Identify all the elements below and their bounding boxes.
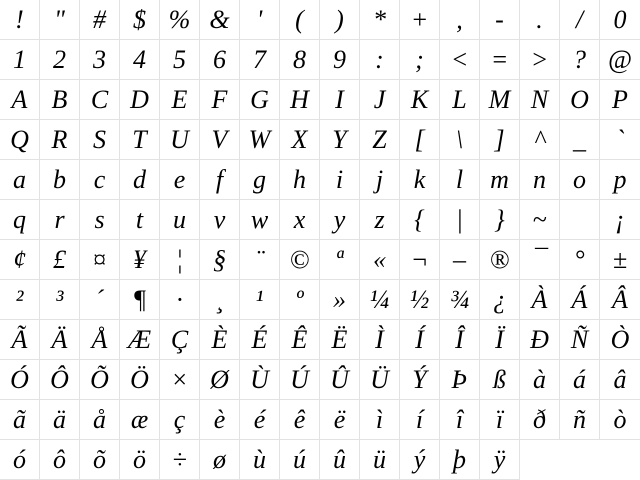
glyph-cell: ' xyxy=(240,0,280,40)
glyph-cell: î xyxy=(440,400,480,440)
glyph-cell: ´ xyxy=(80,280,120,320)
glyph-cell: ñ xyxy=(560,400,600,440)
glyph-cell: ô xyxy=(40,440,80,480)
glyph-cell: _ xyxy=(560,120,600,160)
glyph-cell: $ xyxy=(120,0,160,40)
glyph-cell: « xyxy=(360,240,400,280)
glyph-cell: É xyxy=(240,320,280,360)
glyph-cell: é xyxy=(240,400,280,440)
glyph-cell: è xyxy=(200,400,240,440)
glyph-cell: Ø xyxy=(200,360,240,400)
glyph-cell: ê xyxy=(280,400,320,440)
glyph-cell: ½ xyxy=(400,280,440,320)
glyph-cell: à xyxy=(520,360,560,400)
glyph-cell: L xyxy=(440,80,480,120)
glyph-row xyxy=(0,320,640,360)
glyph-cell: ü xyxy=(360,440,400,480)
glyph-cell: - xyxy=(480,0,520,40)
glyph-cell: h xyxy=(280,160,320,200)
glyph-cell: Ã xyxy=(0,320,40,360)
glyph-cell: ¿ xyxy=(480,280,520,320)
glyph-cell: » xyxy=(320,280,360,320)
glyph-cell: ¨ xyxy=(240,240,280,280)
glyph-cell: Â xyxy=(600,280,640,320)
glyph-cell: ò xyxy=(600,400,640,440)
glyph-cell: ± xyxy=(600,240,640,280)
glyph-row xyxy=(0,240,640,280)
glyph-cell: ä xyxy=(40,400,80,440)
glyph-cell: | xyxy=(440,200,480,240)
glyph-cell: H xyxy=(280,80,320,120)
glyph-cell: ³ xyxy=(40,280,80,320)
glyph-row xyxy=(0,440,640,480)
glyph-cell: Ð xyxy=(520,320,560,360)
glyph-cell: o xyxy=(560,160,600,200)
glyph-cell: Ï xyxy=(480,320,520,360)
glyph-cell: × xyxy=(160,360,200,400)
glyph-cell: ø xyxy=(200,440,240,480)
glyph-cell: ¶ xyxy=(120,280,160,320)
glyph-cell: Ù xyxy=(240,360,280,400)
glyph-cell: ( xyxy=(280,0,320,40)
glyph-cell: v xyxy=(200,200,240,240)
glyph-cell: 5 xyxy=(160,40,200,80)
glyph-cell: À xyxy=(520,280,560,320)
glyph-cell: ² xyxy=(0,280,40,320)
glyph-cell: N xyxy=(520,80,560,120)
glyph-cell: 1 xyxy=(0,40,40,80)
glyph-cell: Æ xyxy=(120,320,160,360)
glyph-cell: þ xyxy=(440,440,480,480)
glyph-cell: k xyxy=(400,160,440,200)
glyph-cell: ó xyxy=(0,440,40,480)
glyph-cell: ý xyxy=(400,440,440,480)
glyph-cell: 8 xyxy=(280,40,320,80)
glyph-cell: f xyxy=(200,160,240,200)
glyph-cell: I xyxy=(320,80,360,120)
glyph-cell: ì xyxy=(360,400,400,440)
glyph-cell: 7 xyxy=(240,40,280,80)
glyph-cell: Ç xyxy=(160,320,200,360)
glyph-cell: [ xyxy=(400,120,440,160)
glyph-cell: ¸ xyxy=(200,280,240,320)
glyph-cell: Ì xyxy=(360,320,400,360)
glyph-cell: § xyxy=(200,240,240,280)
glyph-cell: K xyxy=(400,80,440,120)
glyph-row xyxy=(0,200,640,240)
glyph-cell: " xyxy=(40,0,80,40)
glyph-cell: : xyxy=(360,40,400,80)
glyph-cell: < xyxy=(440,40,480,80)
glyph-cell: ! xyxy=(0,0,40,40)
glyph-cell: ç xyxy=(160,400,200,440)
glyph-cell: ÿ xyxy=(480,440,520,480)
glyph-row xyxy=(0,400,640,440)
glyph-cell: – xyxy=(440,240,480,280)
glyph-cell: ) xyxy=(320,0,360,40)
glyph-cell: l xyxy=(440,160,480,200)
glyph-row xyxy=(0,160,640,200)
glyph-cell: e xyxy=(160,160,200,200)
glyph-cell: ÷ xyxy=(160,440,200,480)
glyph-cell: í xyxy=(400,400,440,440)
glyph-cell: J xyxy=(360,80,400,120)
glyph-cell: g xyxy=(240,160,280,200)
glyph-cell: È xyxy=(200,320,240,360)
glyph-cell: m xyxy=(480,160,520,200)
glyph-cell: Ê xyxy=(280,320,320,360)
glyph-row xyxy=(0,40,640,80)
glyph-cell: n xyxy=(520,160,560,200)
glyph-cell: A xyxy=(0,80,40,120)
glyph-cell: b xyxy=(40,160,80,200)
glyph-cell: Ó xyxy=(0,360,40,400)
glyph-cell: C xyxy=(80,80,120,120)
glyph-cell: Î xyxy=(440,320,480,360)
glyph-cell: © xyxy=(280,240,320,280)
glyph-cell: T xyxy=(120,120,160,160)
glyph-cell: ° xyxy=(560,240,600,280)
glyph-row xyxy=(0,80,640,120)
glyph-cell: ¹ xyxy=(240,280,280,320)
glyph-cell: B xyxy=(40,80,80,120)
glyph-cell: + xyxy=(400,0,440,40)
glyph-cell: Ë xyxy=(320,320,360,360)
glyph-cell: ¦ xyxy=(160,240,200,280)
glyph-cell: ¬ xyxy=(400,240,440,280)
glyph-cell: ; xyxy=(400,40,440,80)
glyph-row xyxy=(0,0,640,40)
glyph-cell: £ xyxy=(40,240,80,280)
glyph-cell: u xyxy=(160,200,200,240)
glyph-cell: Õ xyxy=(80,360,120,400)
glyph-cell: # xyxy=(80,0,120,40)
glyph-row xyxy=(0,120,640,160)
glyph-cell: j xyxy=(360,160,400,200)
glyph-cell: Û xyxy=(320,360,360,400)
glyph-cell: ù xyxy=(240,440,280,480)
glyph-cell: y xyxy=(320,200,360,240)
glyph-cell: / xyxy=(560,0,600,40)
glyph-cell: ß xyxy=(480,360,520,400)
glyph-cell: Ñ xyxy=(560,320,600,360)
glyph-row xyxy=(0,360,640,400)
glyph-cell: â xyxy=(600,360,640,400)
glyph-cell: Ý xyxy=(400,360,440,400)
glyph-cell: ë xyxy=(320,400,360,440)
glyph-cell: Y xyxy=(320,120,360,160)
glyph-cell: w xyxy=(240,200,280,240)
glyph-cell: · xyxy=(160,280,200,320)
glyph-cell: F xyxy=(200,80,240,120)
glyph-cell: æ xyxy=(120,400,160,440)
glyph-cell: Z xyxy=(360,120,400,160)
glyph-cell: ú xyxy=(280,440,320,480)
glyph-cell: d xyxy=(120,160,160,200)
glyph-cell: c xyxy=(80,160,120,200)
glyph-cell: 9 xyxy=(320,40,360,80)
glyph-cell: ^ xyxy=(520,120,560,160)
glyph-cell: 3 xyxy=(80,40,120,80)
glyph-cell: \ xyxy=(440,120,480,160)
glyph-cell: } xyxy=(480,200,520,240)
glyph-cell: 0 xyxy=(600,0,640,40)
glyph-cell: { xyxy=(400,200,440,240)
glyph-cell: 4 xyxy=(120,40,160,80)
glyph-cell: å xyxy=(80,400,120,440)
glyph-cell: Q xyxy=(0,120,40,160)
glyph-cell: Ä xyxy=(40,320,80,360)
glyph-cell: t xyxy=(120,200,160,240)
glyph-cell: ö xyxy=(120,440,160,480)
glyph-cell: G xyxy=(240,80,280,120)
glyph-cell: , xyxy=(440,0,480,40)
glyph-cell: i xyxy=(320,160,360,200)
glyph-cell: * xyxy=(360,0,400,40)
glyph-cell: = xyxy=(480,40,520,80)
glyph-cell: ¢ xyxy=(0,240,40,280)
glyph-cell: Á xyxy=(560,280,600,320)
glyph-cell: U xyxy=(160,120,200,160)
glyph-cell: ® xyxy=(480,240,520,280)
glyph-cell: z xyxy=(360,200,400,240)
glyph-cell: r xyxy=(40,200,80,240)
glyph-cell: P xyxy=(600,80,640,120)
glyph-cell xyxy=(560,200,600,240)
glyph-cell: 6 xyxy=(200,40,240,80)
glyph-cell: @ xyxy=(600,40,640,80)
glyph-cell: ] xyxy=(480,120,520,160)
glyph-cell: Ü xyxy=(360,360,400,400)
glyph-cell: ð xyxy=(520,400,560,440)
glyph-cell: W xyxy=(240,120,280,160)
glyph-cell: R xyxy=(40,120,80,160)
glyph-cell: q xyxy=(0,200,40,240)
glyph-cell: Ô xyxy=(40,360,80,400)
glyph-cell: p xyxy=(600,160,640,200)
glyph-cell: º xyxy=(280,280,320,320)
glyph-cell: õ xyxy=(80,440,120,480)
glyph-cell: ¯ xyxy=(520,240,560,280)
glyph-cell: . xyxy=(520,0,560,40)
glyph-cell: ¤ xyxy=(80,240,120,280)
glyph-cell: ¼ xyxy=(360,280,400,320)
glyph-cell: Ò xyxy=(600,320,640,360)
glyph-cell: O xyxy=(560,80,600,120)
glyph-cell: Í xyxy=(400,320,440,360)
glyph-cell: ~ xyxy=(520,200,560,240)
glyph-row xyxy=(0,280,640,320)
glyph-cell: Þ xyxy=(440,360,480,400)
glyph-cell: ¾ xyxy=(440,280,480,320)
glyph-cell: Ú xyxy=(280,360,320,400)
glyph-cell: ï xyxy=(480,400,520,440)
glyph-cell: x xyxy=(280,200,320,240)
glyph-cell: V xyxy=(200,120,240,160)
glyph-cell: > xyxy=(520,40,560,80)
glyph-cell: 2 xyxy=(40,40,80,80)
glyph-cell: û xyxy=(320,440,360,480)
glyph-cell: ¥ xyxy=(120,240,160,280)
glyph-cell: ? xyxy=(560,40,600,80)
glyph-cell: ` xyxy=(600,120,640,160)
glyph-cell: Ö xyxy=(120,360,160,400)
glyph-cell: S xyxy=(80,120,120,160)
glyph-cell: E xyxy=(160,80,200,120)
glyph-cell: % xyxy=(160,0,200,40)
glyph-cell: X xyxy=(280,120,320,160)
glyph-cell: ª xyxy=(320,240,360,280)
glyph-cell: & xyxy=(200,0,240,40)
glyph-cell: D xyxy=(120,80,160,120)
glyph-cell: M xyxy=(480,80,520,120)
glyph-cell: ¡ xyxy=(600,200,640,240)
glyph-cell: Å xyxy=(80,320,120,360)
glyph-cell: ã xyxy=(0,400,40,440)
glyph-cell: s xyxy=(80,200,120,240)
glyph-cell: a xyxy=(0,160,40,200)
glyph-cell: á xyxy=(560,360,600,400)
